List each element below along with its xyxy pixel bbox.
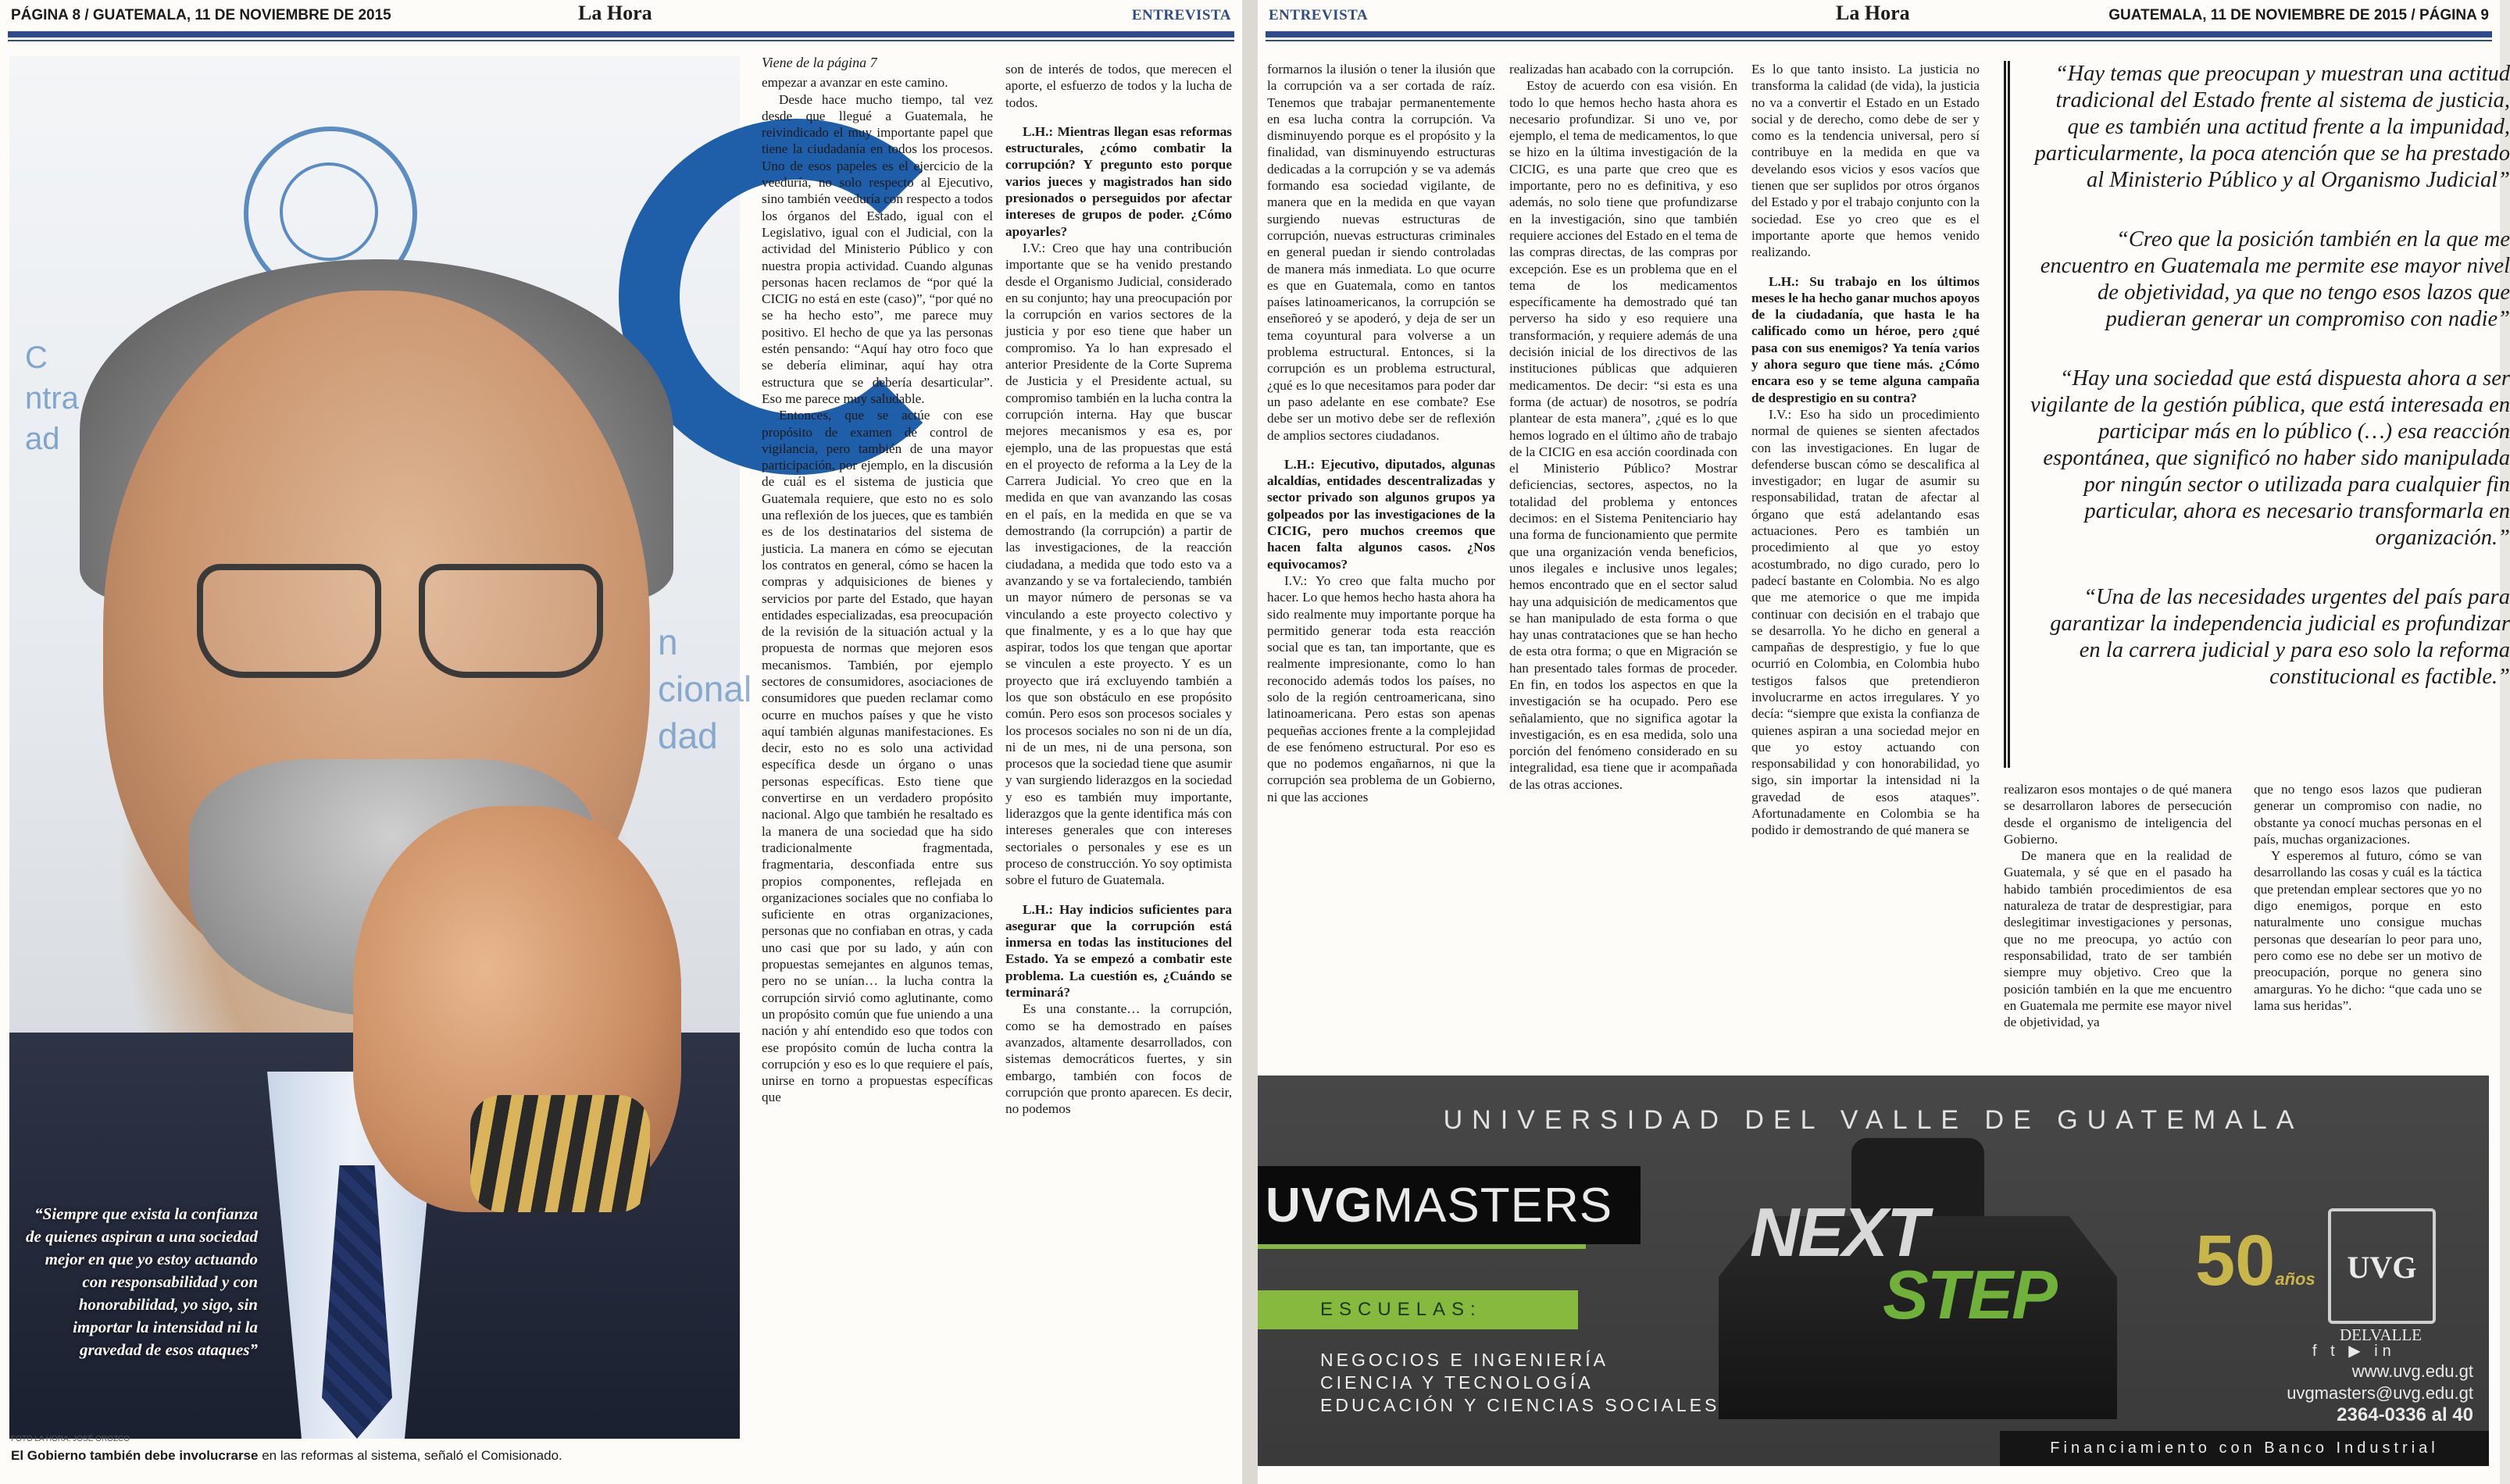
continued-from: Viene de la página 7 [762, 55, 877, 70]
ad-next-text: NEXT [1750, 1193, 1927, 1271]
shield-text: UVG [2347, 1250, 2417, 1285]
page-info: PÁGINA 8 / GUATEMALA, 11 DE NOVIEMBRE DE 2015 [11, 7, 391, 23]
question: L.H.: Mientras llegan esas reformas estructurales, ¿cómo combatir la corrupción? Y pregunto esto porque varios jueces y magistrados han sido presionados o perseguidos por afectar intereses de grupos de poder. ¿Cómo apoyarles? [1005, 123, 1232, 239]
watch-icon [470, 1095, 650, 1212]
paragraph: Es lo que tanto insisto. La justicia no transforma la calidad (de vida), la justicia no va a convertir el Estado en un Estado social y de derecho, como debe de ser y como es la tendencia universal, pero sí contribuye en la medida en que va develando esos vicios y esos vacíos que tienen que ser suplidos por otros órganos del Estado y por el trabajo conjunto con la sociedad. Ese yo creo que es el importante aporte que hemos venido realizando. [1751, 62, 1980, 260]
green-rule [1258, 1244, 1586, 1249]
paragraph: Y esperemos al futuro, cómo se van desarrollando las cosas y cuál es la táctica que pretendan emplear sectores que yo no digo enemigos, porque en esto naturalmente uno consigue muchas personas que desearían lo peor para uno, pero como ese no debe ser un motivo de preocupación, porque no genera sino amarguras. Yo he dicho: “que cada uno se lama sus heridas”. [2254, 848, 2482, 1013]
anniversary-logo [2195, 1220, 2315, 1302]
paragraph: realizaron esos montajes o de qué manera se desarrollaron labores de persecución desde el organismo de inteligencia del Gobierno. [2004, 782, 2232, 847]
ad-financing-bar: Financiamiento con Banco Industrial [2000, 1431, 2489, 1466]
facebook-icon[interactable]: f [2312, 1343, 2322, 1360]
ad-schools-list [1320, 1349, 1719, 1417]
page-9 [1258, 0, 2510, 1484]
page-header [0, 0, 1242, 31]
backdrop-decoration: n cional dad [658, 622, 752, 756]
pull-quote: “Una de las necesidades urgentes del país para garantizar la independencia judicial es profundizar en la carrera judicial y para eso solo la reforma constitucional es factible.” [2050, 585, 2510, 689]
article-column-3 [1267, 61, 1495, 1068]
ad-escuelas-label: ESCUELAS: [1258, 1290, 1578, 1329]
article-column-6 [2004, 781, 2232, 1068]
linkedin-icon[interactable]: in [2374, 1343, 2396, 1360]
school-item: CIENCIA Y TECNOLOGÍA [1320, 1372, 1594, 1393]
page-info: GUATEMALA, 11 DE NOVIEMBRE DE 2015 / PÁGINA 9 [2108, 7, 2489, 23]
ad-masters-logo [1258, 1166, 1641, 1244]
pull-quote: “Hay temas que preocupan y muestran una actitud tradicional del Estado frente al sistema de justicia, que es también una actitud frente a la impunidad, particularmente, la poca atención que se ha prestado al Ministerio Público y al Organismo Judicial” [2034, 62, 2510, 192]
question: L.H.: Hay indicios suficientes para asegurar que la corrupción está inmersa en todas las instituciones del Estado. Ya se empezó a combatir este problema. La cuestión es, ¿Cuándo se terminará? [1005, 901, 1232, 1001]
article-column-7 [2254, 781, 2482, 1068]
school-item: EDUCACIÓN Y CIENCIAS SOCIALES [1320, 1395, 1720, 1415]
header-rule [8, 31, 1234, 37]
article-column-5 [1751, 61, 1980, 1068]
paragraph: son de interés de todos, que merecen el aporte, el esfuerzo de todos y la lucha de todos. [1005, 62, 1232, 110]
answer: Es una constante… la corrupción, como se ha demostrado en países avanzados, altamente desarrollados, con sistemas democráticos fuertes, y sin embargo, también con focos de corrupción que pronto aparecen. Es decir, no podemos [1005, 1001, 1232, 1117]
masters-rest: MASTERS [1373, 1178, 1613, 1233]
pull-quote: “Creo que la posición también en la que me encuentro en Guatemala me permite ese mayor nivel de objetividad, ya que no tengo esos lazos que pudieran generar un compromiso con nadie” [2040, 227, 2510, 331]
caption-text: en las reformas al sistema, señaló el Comisionado. [258, 1448, 562, 1463]
ad-step-text: STEP [1883, 1256, 2056, 1333]
page-gutter [1242, 0, 1258, 1484]
masthead: La Hora [1836, 2, 1910, 24]
article-column-2 [1005, 61, 1232, 1467]
uvg-advertisement[interactable] [1258, 1076, 2489, 1466]
ad-email-link[interactable]: uvgmasters@uvg.edu.gt [2287, 1383, 2473, 1403]
header-rule [1266, 31, 2492, 37]
article-column-1 [762, 55, 993, 1467]
caption-bold: El Gobierno también debe involucrarse [11, 1448, 259, 1463]
paragraph: Entonces, que se actúe con ese propósito de examen de control de vigilancia, pero también de una mayor participación, por ejemplo, en la discusión de cuál es el sistema de justicia que Guatemala requiere, que esto no es solo una reflexión de los jueces, que es también es de los destinatarios del sistema de justicia. La manera en cómo se ejecutan los contratos en general, cómo se hacen la compras y adquisiciones de bienes y servicios por parte del Estado, que hayan entidades especializadas, esa preocupación de la revisión de la situación actual y la propuesta de normas que mejoren esos mecanismos. También, por ejemplo sectores de consumidores, asociaciones de consumidores que pueden reclamar como ocurre en muchos países y que he visto aquí también algunas manifestaciones. Es decir, esto no es solo una actividad específica desde un órgano o unas personas específicas. Esto tiene que convertirse en un verdadero propósito nacional. Algo que también he resaltado es la manera de una sociedad que ha sido tradicionalmente fragmentada, fragmentaria, desconfiada entre sus propios componentes, reflejada en organizaciones sociales que no confiaba lo suficiente en otras organizaciones, personas que no confiaban en otras, y cada uno casi que por su lado, y aún con propuestas semejantes en algunos temas, pero no se unían… la lucha contra la corrupción sirvió como aglutinante, como un propósito común que fue uniendo a una nación y ahí entendido eso que todos con ese propósito común de lucha contra la corrupción y eso es lo que requiere el país, unirse en torno a propuestas específicas que [762, 408, 993, 1105]
paragraph: Estoy de acuerdo con esa visión. En todo lo que hemos hecho hasta ahora es necesario profundizar. Si uno ve, por ejemplo, el tema de medicamentos, lo que se hizo en la última investigación de la CICIG, es una parte que creo que es importante, pero no es definitiva, y eso además, no solo tiene que profundizarse en la investigación, sino que también requiere acciones del Estado en el tema de las compras directas, de las compras por excepción. Ese es un problema que en el tema de los medicamentos específicamente ha demostrado qué tan perverso ha sido y eso requiere una transformación, y requiere además de una decisión inicial de los directivos de las instituciones públicas que adquieren medicamentos. De decir: “si esta es una forma (de actuar) de nosotros, se podría plantear de esta manera”, ¿qué es lo que hemos logrado en el último año de trabajo de la CICIG en esa acción coordinada con el Ministerio Público? Mostrar deficiencias, sectores, aspectos, no la totalidad del problema y entonces decimos: en el Sistema Penitenciario hay una forma de funcionamiento que permite que una organización venda beneficios, unos ilegales e inclusive unos legales; hemos encontrado que en el sector salud hay una adquisición de medicamentos que se han manipulado de esta forma o que hay unas contrataciones que se han hecho de esta otra forma; o que en Migración se han presentado tales formas de proceder. En fin, en todos los aspectos en que la investigación se ha ocupado. Pero ese señalamiento, que no significa agotar la investigación, es en esa medida, solo una porción del fenómeno considerado en su integralidad, esa tiene que ir acompañada de las otras acciones. [1509, 78, 1737, 792]
paragraph: empezar a avanzar en este camino. [762, 75, 948, 91]
question: L.H.: Ejecutivo, diputados, algunas alcaldías, entidades descentralizadas y sector privado son algunos grupos ya golpeados por las investigaciones de la CICIG, pero muchos creemos que hacen falta algunos casos. ¿Nos equivocamos? [1267, 456, 1495, 572]
answer: I.V.: Eso ha sido un procedimiento normal de quienes se sienten afectados con las investigaciones. En lugar de defenderse buscan cómo se descalifica al investigador; en lugar de asumir su responsabilidad, tratan de afectar al órgano que está adelantando esas actuaciones. Pero es también un procedimiento al que yo estoy acostumbrado, no digo curado, pero lo padecí bastante en Colombia. No es algo que me atemorice o que me impida continuar con decisión en el trabajo que se desarrolla. Yo he dicho en general a campañas de desprestigio, y fue lo que ocurrió en Colombia, en Colombia hubo testigos falsos que pretendieron involucrarme en actos irregulares. Y yo decía: “siempre que exista la confianza de quienes aspiran a una sociedad mejor en que yo estoy actuando con responsabilidad y con honorabilidad, yo sigo, sin importar la intensidad ni la gravedad de esos ataques”. Afortunadamente en Colombia se ha podido ir demostrando de qué manera se [1751, 406, 1980, 838]
ad-contact [2287, 1361, 2473, 1426]
ad-website-link[interactable]: www.uvg.edu.gt [2351, 1361, 2473, 1381]
page-8 [0, 0, 1242, 1484]
question: L.H.: Su trabajo en los últimos meses le ha hecho ganar muchos apoyos de la ciudadanía, que hasta le ha calificado como un héroe, pero ¿qué pasa con sus enemigos? Ya tenía varios y ahora seguro que tiene más. ¿Cómo encara eso y se teme alguna campaña de desprestigio en su contra? [1751, 273, 1980, 405]
header-rule-thin [8, 40, 1234, 41]
answer: I.V.: Creo que hay una contribución importante que se ha venido prestando desde el Organismo Judicial, considerado en su conjunto; hay una preocupación por la corrupción en varios sectores de la justicia y por eso tiene que haber un compromiso. Ya lo han expresado el anterior Presidente de la Corte Suprema de Justicia y el Presidente actual, su compromiso también en la lucha contra la corrupción interna. Hay que buscar mejores mecanismos y esa es, por ejemplo, una de las propuestas que está en el proyecto de reforma a la Ley de la Carrera Judicial. Yo creo que en la medida en que van avanzando las cosas en el país, en la medida en que se va demostrando (la corrupción) a partir de las investigaciones, de la reacción ciudadana, a medida que todo esto va a avanzando y se va fortaleciendo, también un mayor número de personas se va vinculando a este proyecto colectivo y que finalmente, y es a lo que hay que aspirar, todos los que tengan que aportar se vinculen a este proyecto. Y es un proyecto que irá excluyendo también a los que son obstáculo en ese propósito común. Pero esos son procesos sociales y los procesos sociales no son ni de un día, ni de un mes, ni de una persona, son procesos que la sociedad tiene que asumir y van surgiendo liderazgos en la sociedad y eso es también muy importante, liderazgos que la gente identifica más con intereses generales que con intereses sectoriales o personales y ese es un proceso de construcción. Yo soy optimista sobre el futuro de Guatemala. [1005, 240, 1232, 888]
page-header [1258, 0, 2500, 31]
uvg-shield-icon [2328, 1208, 2436, 1324]
paragraph: Desde hace mucho tiempo, tal vez desde que llegué a Guatemala, he reivindicado el muy importante papel que tiene la ciudadanía en todos los procesos. Uno de esos papeles es el ejercicio de la veeduría, no solo respecto al Ejecutivo, sino también veeduría con respecto a todos los órganos del Estado, igual con el Legislativo, igual con el Judicial, con la actividad del Ministerio Público y con nuestra propia actividad. Cuando algunas personas hacen reclamos de “por qué la CICIG no está en este (caso)”, “por qué no se ha hecho esto”, me parece muy positivo. El hecho de que ya las personas estén pensando: “Aquí hay otro foco que se debería eliminar, aquí hay otra estructura que se debería desarticular”. Eso me parece muy saludable. [762, 91, 993, 406]
ad-university-name: UNIVERSIDAD DEL VALLE DE GUATEMALA [1443, 1105, 2304, 1135]
school-item: NEGOCIOS E INGENIERÍA [1320, 1350, 1608, 1370]
section-label: ENTREVISTA [1131, 7, 1231, 23]
paragraph: que no tengo esos lazos que pudieran generar un compromiso con nadie, no obstante ya conocí muchas personas en el país, muchas organizaciones. [2254, 782, 2482, 847]
article-column-4 [1509, 61, 1737, 1068]
delvalle-wordmark: DELVALLE [2340, 1325, 2422, 1344]
ad-phone: 2364-0336 al 40 [2337, 1404, 2473, 1425]
photo-credit: FOTO LA HORA: JOSÉ OROZCO [11, 1435, 130, 1443]
paragraph: realizadas han acabado con la corrupción. [1509, 62, 1734, 77]
pull-quote: “Hay una sociedad que está dispuesta ahora a ser vigilante de la gestión pública, que está interesada en participar más en lo público (…) esa reacción espontánea, que significó no haber sido manipulada por ningún sector o utilizada para cualquier fin particular, ahora es necesario transformarla en organización.” [2030, 366, 2510, 550]
header-rule-thin [1266, 40, 2492, 41]
anniversary-label: años [2275, 1269, 2315, 1289]
masthead: La Hora [578, 2, 652, 24]
paragraph: De manera que en la realidad de Guatemala, y sé que en el pasado ha habido también procedimientos de esa naturaleza de tratar de desprestigiar, para deslegitimar investigaciones y personas, que no me preocupa, yo actúo con responsabilidad, trato de ser también siempre muy objetivo. Creo que la posición también en la que me encuentro en Guatemala me permite ese mayor nivel de objetividad, ya [2004, 848, 2232, 1030]
backdrop-decoration: C ntra ad [25, 341, 79, 456]
photo-caption [11, 1448, 737, 1464]
answer: I.V.: Yo creo que falta mucho por hacer. Lo que hemos hecho hasta ahora ha sido realmente muy importante porque ha permitido generar toda esta reacción social que es tan, tan importante, que es realmente impresionante, como lo han reconocido además todos los países, no solo de la región centroamericana, sino latinoamericana. Pero estas son apenas pequeñas acciones frente a la complejidad de ese fenómeno estructural. Por eso es que no podemos engañarnos, ni que la corrupción sea problema de un Gobierno, ni que las acciones [1267, 573, 1495, 804]
glasses-icon [197, 564, 603, 681]
social-icons[interactable] [2312, 1341, 2396, 1361]
anniversary-number: 50 [2195, 1221, 2276, 1300]
twitter-icon[interactable]: t [2330, 1343, 2340, 1360]
photo-pull-quote: “Siempre que exista la confianza de quienes aspiran a una sociedad mejor en que yo estoy actuando con responsabilidad y con honorabilidad, yo sigo, sin importar la intensidad ni la gravedad de esos ataques” [26, 1204, 258, 1359]
masters-bold: UVG [1266, 1178, 1373, 1233]
pull-quotes-box [2004, 61, 2510, 768]
paragraph: formarnos la ilusión o tener la ilusión que la corrupción va a ser cortada de raíz. Tenemos que trabajar permanentemente en esa lucha contra la corrupción. Va disminuyendo porque es el propósito y la finalidad, van disminuyendo estructuras dedicadas a la corrupción y se va además formando esa sociedad vigilante, de manera que en la medida en que vayan surgiendo nuevas estructuras de corrupción, nuevas estructuras criminales en general puedan ir siendo controladas de manera más inmediata. Lo que ocurre es que en Guatemala, como en tantos países latinoamericanos, la corrupción se enseñoreó y se apoderó, y deja de ser un tema coyuntural para volverse a un problema estructural. Entonces, si la corrupción es un problema estructural, ¿qué es lo que necesitamos para poder dar un paso adelante en ese combate? Ese debe ser un motivo debe ser de reflexión de amplios sectores ciudadanos. [1267, 62, 1495, 443]
section-label: ENTREVISTA [1269, 7, 1369, 23]
interview-photo [9, 56, 752, 1431]
youtube-icon[interactable]: ▶ [2348, 1343, 2365, 1360]
